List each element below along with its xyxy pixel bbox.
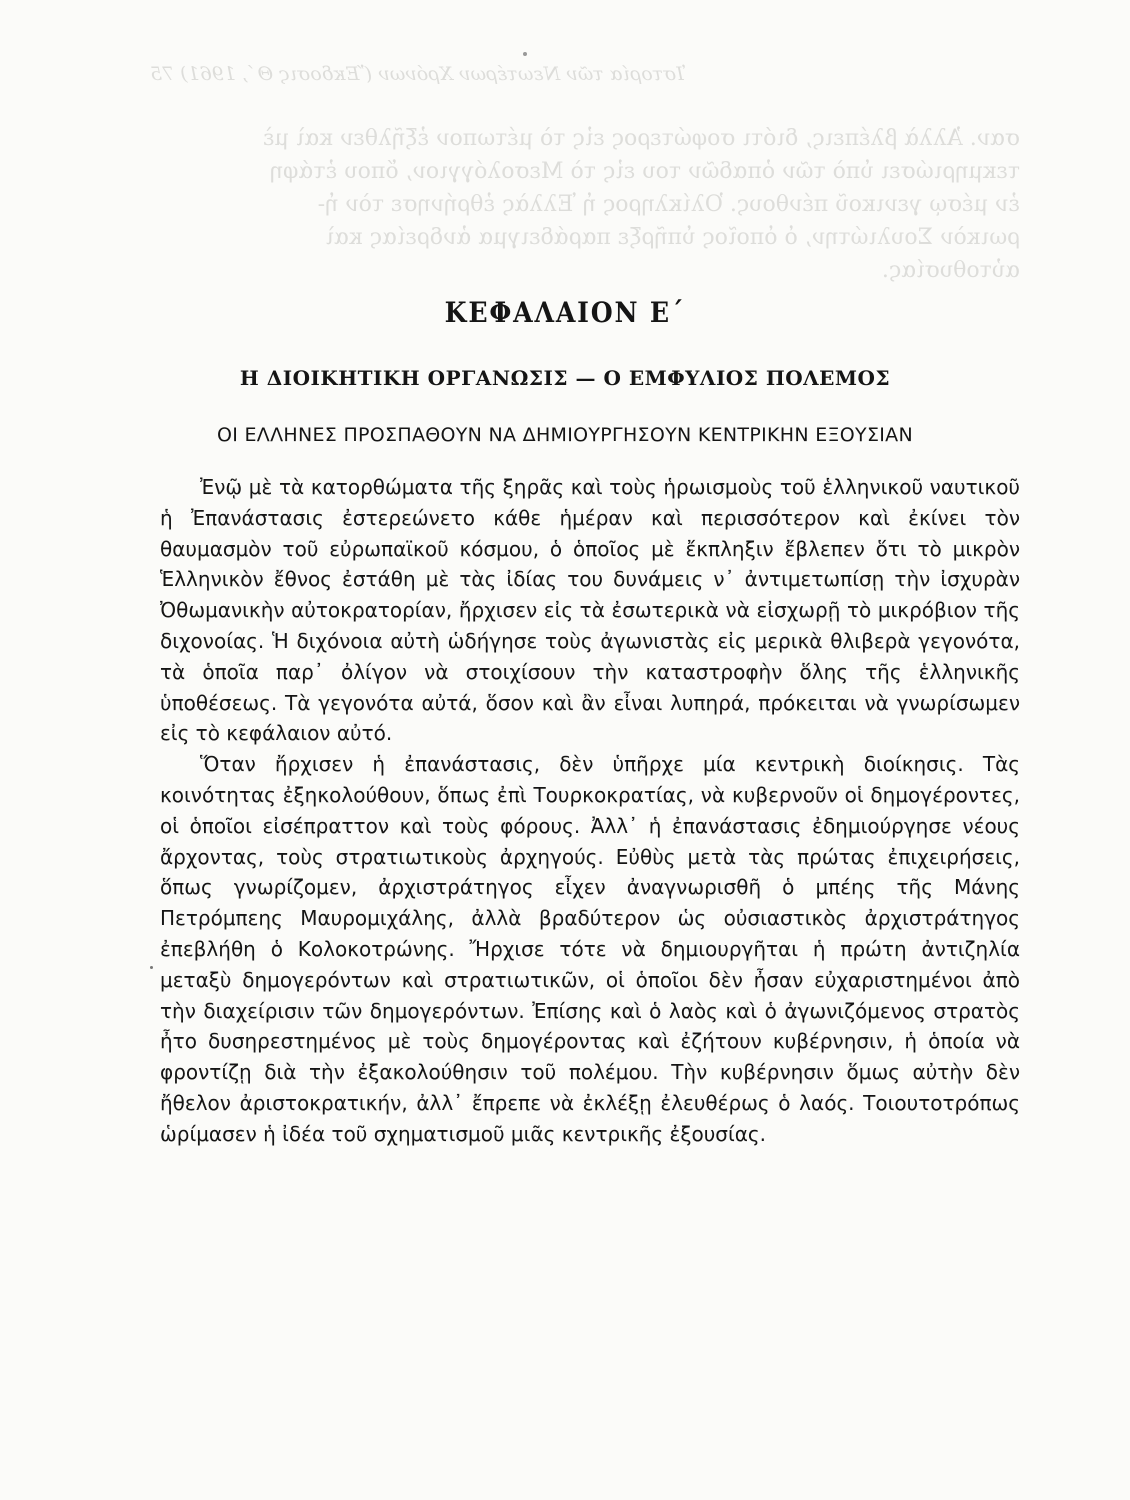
bleed-through-line: ἐν μέσῳ γενικοῦ πένθους. Ὀλίκληρος ἡ Ἑλλὰς ἐθρήνησε τὸν ἡ- [317, 192, 1020, 217]
bleed-through-line: αὐτοθυσίας. [881, 258, 1020, 283]
bleed-through-text [150, 122, 1020, 287]
bleed-through-header: Ἱστορία τῶν Νεωτέρων Χρόνων (Ἔκδοσις Θ΄, 1961) 75 [150, 63, 686, 85]
section-heading: ΟΙ ΕΛΛΗΝΕΣ ΠΡΟΣΠΑΘΟΥΝ ΝΑ ΔΗΜΙΟΥΡΓΗΣΟΥΝ ΚΕΝΤΡΙΚΗΝ ΕΞΟΥΣΙΑΝ [217, 424, 913, 446]
paragraph: Ἐνῷ μὲ τὰ κατορθώματα τῆς ξηρᾶς καὶ τοὺς ἡρωισμοὺς τοῦ ἑλληνικοῦ ναυτικοῦ ἡ Ἐπανάστασις ἐστερεώνετο κάθε ἡμέραν καὶ περισσότερον καὶ ἐκίνει τὸν θαυμασμὸν τοῦ εὐρωπαϊκοῦ κόσμου, ὁ ὁποῖος μὲ ἔκπληξιν ἔβλεπεν ὅτι τὸ μικρὸν Ἑλληνικὸν ἔθνος ἐστάθη μὲ τὰς ἰδίας του δυνάμεις ν᾿ ἀντιμετωπίσῃ τὴν ἰσχυρὰν Ὀθωμανικὴν αὐτοκρατορίαν, ἤρχισεν εἰς τὰ ἐσωτερικὰ νὰ εἰσχωρῇ τὸ μικρόβιον τῆς διχονοίας. Ἡ διχόνοια αὐτὴ ὡδήγησε τοὺς ἀγωνιστὰς εἰς μερικὰ θλιβερὰ γεγονότα, τὰ ὁποῖα παρ᾿ ὀλίγον νὰ στοιχίσουν τὴν καταστροφὴν ὅλης τῆς ἑλληνικῆς ὑποθέσεως. Τὰ γεγονότα αὐτά, ὅσον καὶ ἂν εἶναι λυπηρά, πρόκειται νὰ γνωρίσωμεν εἰς τὸ κεφάλαιον αὐτό. [160, 475, 1020, 746]
bleed-through-line: σαν. Ἀλλὰ βλέπεις, διότι σοφώτερος εἰς τὸ μέτωπον ἐξῆλθεν καὶ μὲ [262, 126, 1020, 151]
paragraph: Ὅταν ἤρχισεν ἡ ἐπανάστασις, δὲν ὑπῆρχε μία κεντρικὴ διοίκησις. Τὰς κοινότητας ἐξηκολούθουν, ὅπως ἐπὶ Τουρκοκρατίας, νὰ κυβερνοῦν οἱ δημογέροντες, οἱ ὁποῖοι εἰσέπραττον καὶ τοὺς φόρους. Ἀλλ᾿ ἡ ἐπανάστασις ἐδημιούργησε νέους ἄρχοντας, τοὺς στρατιωτικοὺς ἀρχηγούς. Εὐθὺς μετὰ τὰς πρώτας ἐπιχειρήσεις, ὅπως γνωρίζομεν, ἀρχιστράτηγος εἶχεν ἀναγνωρισθῆ ὁ μπέης τῆς Μάνης Πετρόμπεης Μαυρομιχάλης, ἀλλὰ βραδύτερον ὡς οὐσιαστικὸς ἀρχιστράτηγος ἐπεβλήθη ὁ Κολοκοτρώνης. Ἤρχισε τότε νὰ δημιουργῆται ἡ πρώτη ἀντιζηλία μεταξὺ δημογερόντων καὶ στρατιωτικῶν, οἱ ὁποῖοι δὲν ἦσαν εὐχαριστημένοι ἀπὸ τὴν διαχείρισιν τῶν δημογερόντων. Ἐπίσης καὶ ὁ λαὸς καὶ ὁ ἀγωνιζόμενος στρατὸς ἦτο δυσηρεστημένος μὲ τοὺς δημογέροντας καὶ ἐζήτουν κυβέρνησιν, ἡ ὁποία νὰ φροντίζῃ διὰ τὴν ἐξακολούθησιν τοῦ πολέμου. Τὴν κυβέρνησιν ὅμως αὐτὴν δὲν ἤθελον ἀριστοκρατικήν, ἀλλ᾿ ἔπρεπε νὰ ἐκλέξῃ ἐλευθέρως ὁ λαός. Τοιουτοτρόπως ὡρίμασεν ἡ ἰδέα τοῦ σχηματισμοῦ μιᾶς κεντρικῆς ἐξουσίας. [160, 752, 1020, 1146]
ink-speck [150, 966, 153, 969]
body-text [160, 472, 1020, 1150]
bleed-through-line: τεκμηριώσει ὑπὸ τῶν ὀπαδῶν του εἰς τὸ Μεσολόγγιον, ὅπου ἐτάφη [269, 159, 1020, 184]
ink-speck [523, 52, 527, 56]
bleed-through-line: ρωικὸν Σουλιώτην, ὁ ὁποῖος ὑπῆρξε παράδειγμα ἀνδρείας καὶ [325, 225, 1020, 250]
chapter-title: ΚΕΦΑΛΑΙΟΝ Ε΄ [444, 296, 686, 329]
chapter-subtitle: Η ΔΙΟΙΚΗΤΙΚΗ ΟΡΓΑΝΩΣΙΣ — Ο ΕΜΦΥΛΙΟΣ ΠΟΛΕΜΟΣ [239, 366, 891, 390]
